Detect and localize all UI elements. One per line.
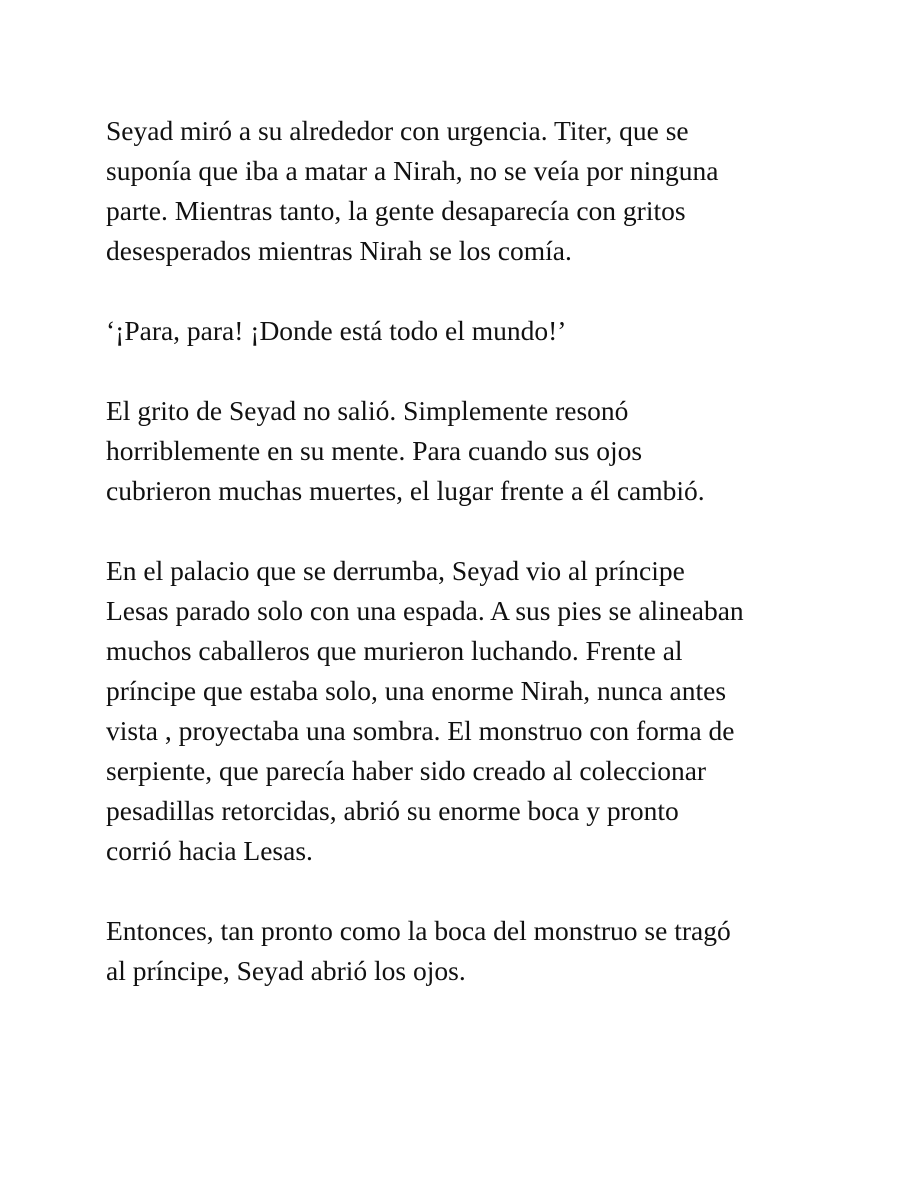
document-body xyxy=(106,111,806,1031)
text-line: vista , proyectaba una sombra. El monstruo con forma de xyxy=(106,715,735,746)
text-line: al príncipe, Seyad abrió los ojos. xyxy=(106,955,466,986)
text-line: El grito de Seyad no salió. Simplemente resonó xyxy=(106,395,629,426)
paragraph xyxy=(106,551,806,871)
text-line: Lesas parado solo con una espada. A sus pies se alineaban xyxy=(106,595,744,626)
text-line: cubrieron muchas muertes, el lugar frente a él cambió. xyxy=(106,475,705,506)
dialogue-paragraph xyxy=(106,311,806,351)
text-line: corrió hacia Lesas. xyxy=(106,835,313,866)
text-line: En el palacio que se derrumba, Seyad vio al príncipe xyxy=(106,555,685,586)
text-line: Entonces, tan pronto como la boca del monstruo se tragó xyxy=(106,915,731,946)
text-line: Seyad miró a su alrededor con urgencia. Titer, que se xyxy=(106,115,689,146)
text-line: ‘¡Para, para! ¡Donde está todo el mundo!’ xyxy=(106,315,567,346)
text-line: parte. Mientras tanto, la gente desaparecía con gritos xyxy=(106,195,686,226)
text-line: suponía que iba a matar a Nirah, no se veía por ninguna xyxy=(106,155,719,186)
text-line: pesadillas retorcidas, abrió su enorme boca y pronto xyxy=(106,795,679,826)
text-line: muchos caballeros que murieron luchando. Frente al xyxy=(106,635,683,666)
text-line: serpiente, que parecía haber sido creado al coleccionar xyxy=(106,755,707,786)
paragraph xyxy=(106,911,806,991)
paragraph xyxy=(106,111,806,271)
text-line: desesperados mientras Nirah se los comía. xyxy=(106,235,572,266)
paragraph xyxy=(106,391,806,511)
text-line: horriblemente en su mente. Para cuando sus ojos xyxy=(106,435,643,466)
text-line: príncipe que estaba solo, una enorme Nirah, nunca antes xyxy=(106,675,727,706)
